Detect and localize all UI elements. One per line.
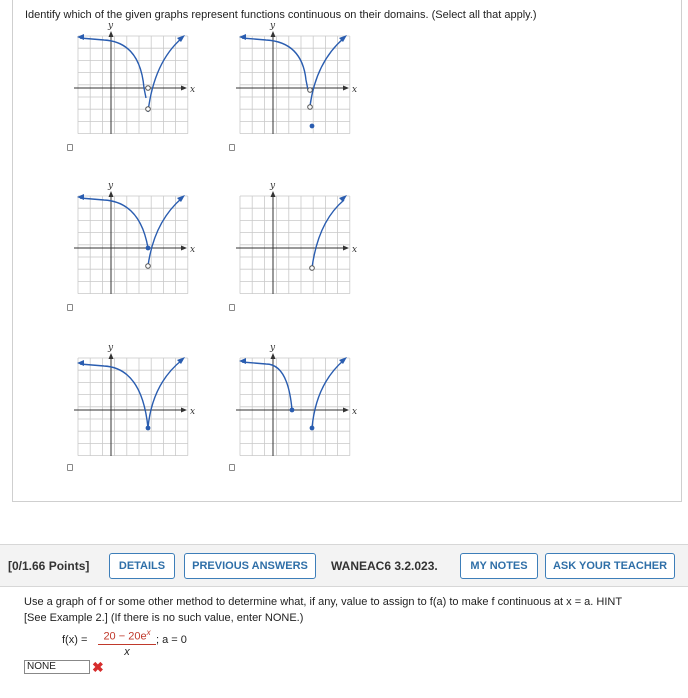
- previous-answers-button[interactable]: PREVIOUS ANSWERS: [184, 553, 316, 579]
- y-axis-arrow: [109, 353, 114, 359]
- solid-point: [146, 246, 151, 251]
- my-notes-button[interactable]: MY NOTES: [460, 553, 538, 579]
- function-curve: [312, 200, 344, 268]
- x-axis-label: x: [190, 245, 196, 255]
- x-axis-arrow: [181, 408, 187, 413]
- instructions-line-2: [See Example 2.] (If there is no such value, enter NONE.): [24, 612, 304, 624]
- x-axis-arrow: [181, 86, 187, 91]
- y-axis-label: y: [270, 181, 276, 191]
- problem-code: WANEAC6 3.2.023.: [331, 559, 438, 573]
- graph-6: [236, 343, 358, 452]
- instructions-line-1: Use a graph of f or some other method to determine what, if any, value to assign to f(a) to make f continuous at x = a. HINT: [24, 596, 623, 608]
- points-label: [0/1.66 Points]: [8, 559, 90, 573]
- open-circle: [310, 266, 315, 271]
- solid-point: [290, 408, 295, 413]
- details-button[interactable]: DETAILS: [109, 553, 175, 579]
- answer-input[interactable]: NONE: [24, 660, 90, 674]
- function-curve: [148, 38, 182, 112]
- x-axis-label: x: [352, 85, 358, 95]
- solid-point: [146, 426, 151, 431]
- ask-your-teacher-button[interactable]: ASK YOUR TEACHER: [545, 553, 675, 579]
- graph-4-plot: [236, 181, 358, 290]
- formula-lhs: f(x) =: [62, 634, 88, 646]
- solid-point: [310, 426, 315, 431]
- x-axis-label: x: [190, 85, 196, 95]
- graph-2-plot: [236, 21, 358, 130]
- graph-6-plot: [236, 343, 358, 452]
- graph-1: [74, 21, 196, 130]
- y-axis-arrow: [271, 31, 276, 37]
- graph-5-checkbox[interactable]: [67, 464, 73, 471]
- solid-point: [310, 124, 315, 129]
- graph-4-checkbox[interactable]: [229, 304, 235, 311]
- question-2-instructions: [24, 594, 664, 626]
- x-axis-arrow: [343, 86, 349, 91]
- question-1-prompt: Identify which of the given graphs represent functions continuous on their domains. (Select all that apply.): [25, 9, 537, 21]
- formula-tail: ; a = 0: [156, 634, 187, 646]
- question-2-panel: [0, 544, 688, 698]
- y-axis-label: y: [270, 21, 276, 31]
- graph-2-checkbox[interactable]: [229, 144, 235, 151]
- open-circle: [146, 107, 151, 112]
- y-axis-arrow: [271, 353, 276, 359]
- graph-6-checkbox[interactable]: [229, 464, 235, 471]
- graph-4: [236, 181, 358, 290]
- formula-denominator: x: [124, 645, 130, 658]
- y-axis-label: y: [270, 343, 276, 353]
- y-axis-label: y: [108, 181, 114, 191]
- graph-3: [74, 181, 196, 290]
- graph-5-plot: [74, 343, 196, 452]
- y-axis-label: y: [108, 343, 114, 353]
- y-axis-arrow: [271, 191, 276, 197]
- open-circle: [146, 264, 151, 269]
- x-axis-label: x: [352, 245, 358, 255]
- x-axis-label: x: [190, 407, 196, 417]
- open-circle: [308, 105, 313, 110]
- graph-2: [236, 21, 358, 130]
- question-2-header: [0, 544, 688, 587]
- y-axis-arrow: [109, 191, 114, 197]
- y-axis-label: y: [108, 21, 114, 31]
- function-formula: [62, 628, 262, 658]
- x-axis-arrow: [343, 246, 349, 251]
- graph-1-checkbox[interactable]: [67, 144, 73, 151]
- open-circle: [146, 86, 151, 91]
- graph-3-checkbox[interactable]: [67, 304, 73, 311]
- formula-fraction: [98, 628, 156, 658]
- y-axis-arrow: [109, 31, 114, 37]
- graph-1-plot: [74, 21, 196, 130]
- graph-3-plot: [74, 181, 196, 290]
- x-axis-arrow: [343, 408, 349, 413]
- graph-5: [74, 343, 196, 452]
- x-axis-label: x: [352, 407, 358, 417]
- x-axis-arrow: [181, 246, 187, 251]
- incorrect-icon: ✖: [92, 659, 104, 675]
- function-curve: [242, 362, 292, 410]
- formula-numerator: $20 - 20e^x$: [98, 628, 156, 645]
- open-circle: [308, 88, 313, 93]
